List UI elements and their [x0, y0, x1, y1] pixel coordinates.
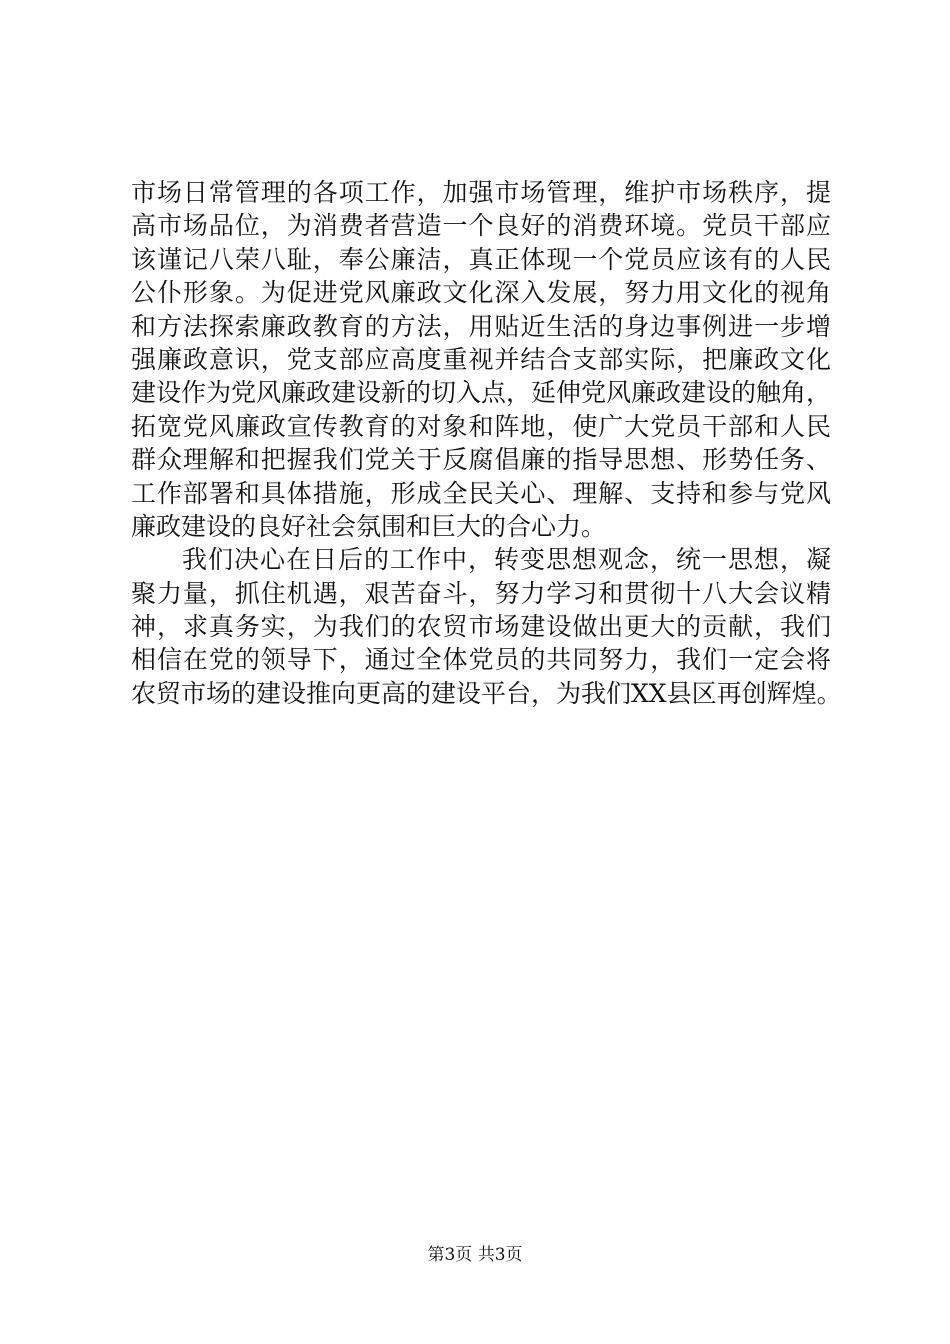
body-text — [131, 176, 842, 710]
text-line: 聚力量，抓住机遇，艰苦奋斗，努力学习和贯彻十八大会议精 — [131, 578, 831, 608]
text-line: 相信在党的领导下，通过全体党员的共同努力，我们一定会将 — [131, 645, 831, 675]
text-line: 廉政建设的良好社会氛围和巨大的合心力。 — [131, 511, 607, 541]
text-line: 拓宽党风廉政宣传教育的对象和阵地，使广大党员干部和人民 — [131, 411, 831, 441]
paragraph-first-line: 我们决心在日后的工作中，转变思想观念，统一思想，凝 — [182, 545, 831, 575]
text-line: 神，求真务实，为我们的农贸市场建设做出更大的贡献，我们 — [131, 612, 831, 642]
text-line: 农贸市场的建设推向更高的建设平台，为我们XX县区再创辉煌。 — [131, 678, 842, 708]
text-line: 工作部署和具体措施，形成全民关心、理解、支持和参与党风 — [131, 478, 831, 508]
text-line: 市场日常管理的各项工作，加强市场管理，维护市场秩序，提 — [131, 178, 831, 207]
page-footer: 第3页 共3页 — [427, 1245, 523, 1265]
text-line: 强廉政意识，党支部应高度重视并结合支部实际，把廉政文化 — [131, 344, 831, 374]
text-line: 和方法探索廉政教育的方法，用贴近生活的身边事例进一步增 — [131, 311, 831, 341]
text-line: 高市场品位，为消费者营造一个良好的消费环境。党员干部应 — [131, 211, 831, 241]
text-line: 公仆形象。为促进党风廉政文化深入发展，努力用文化的视角 — [131, 278, 831, 308]
text-line: 群众理解和把握我们党关于反腐倡廉的指导思想、形势任务、 — [131, 445, 831, 475]
text-line: 建设作为党风廉政建设新的切入点，延伸党风廉政建设的触角， — [131, 378, 832, 408]
text-line: 该谨记八荣八耻，奉公廉洁，真正体现一个党员应该有的人民 — [131, 244, 831, 274]
